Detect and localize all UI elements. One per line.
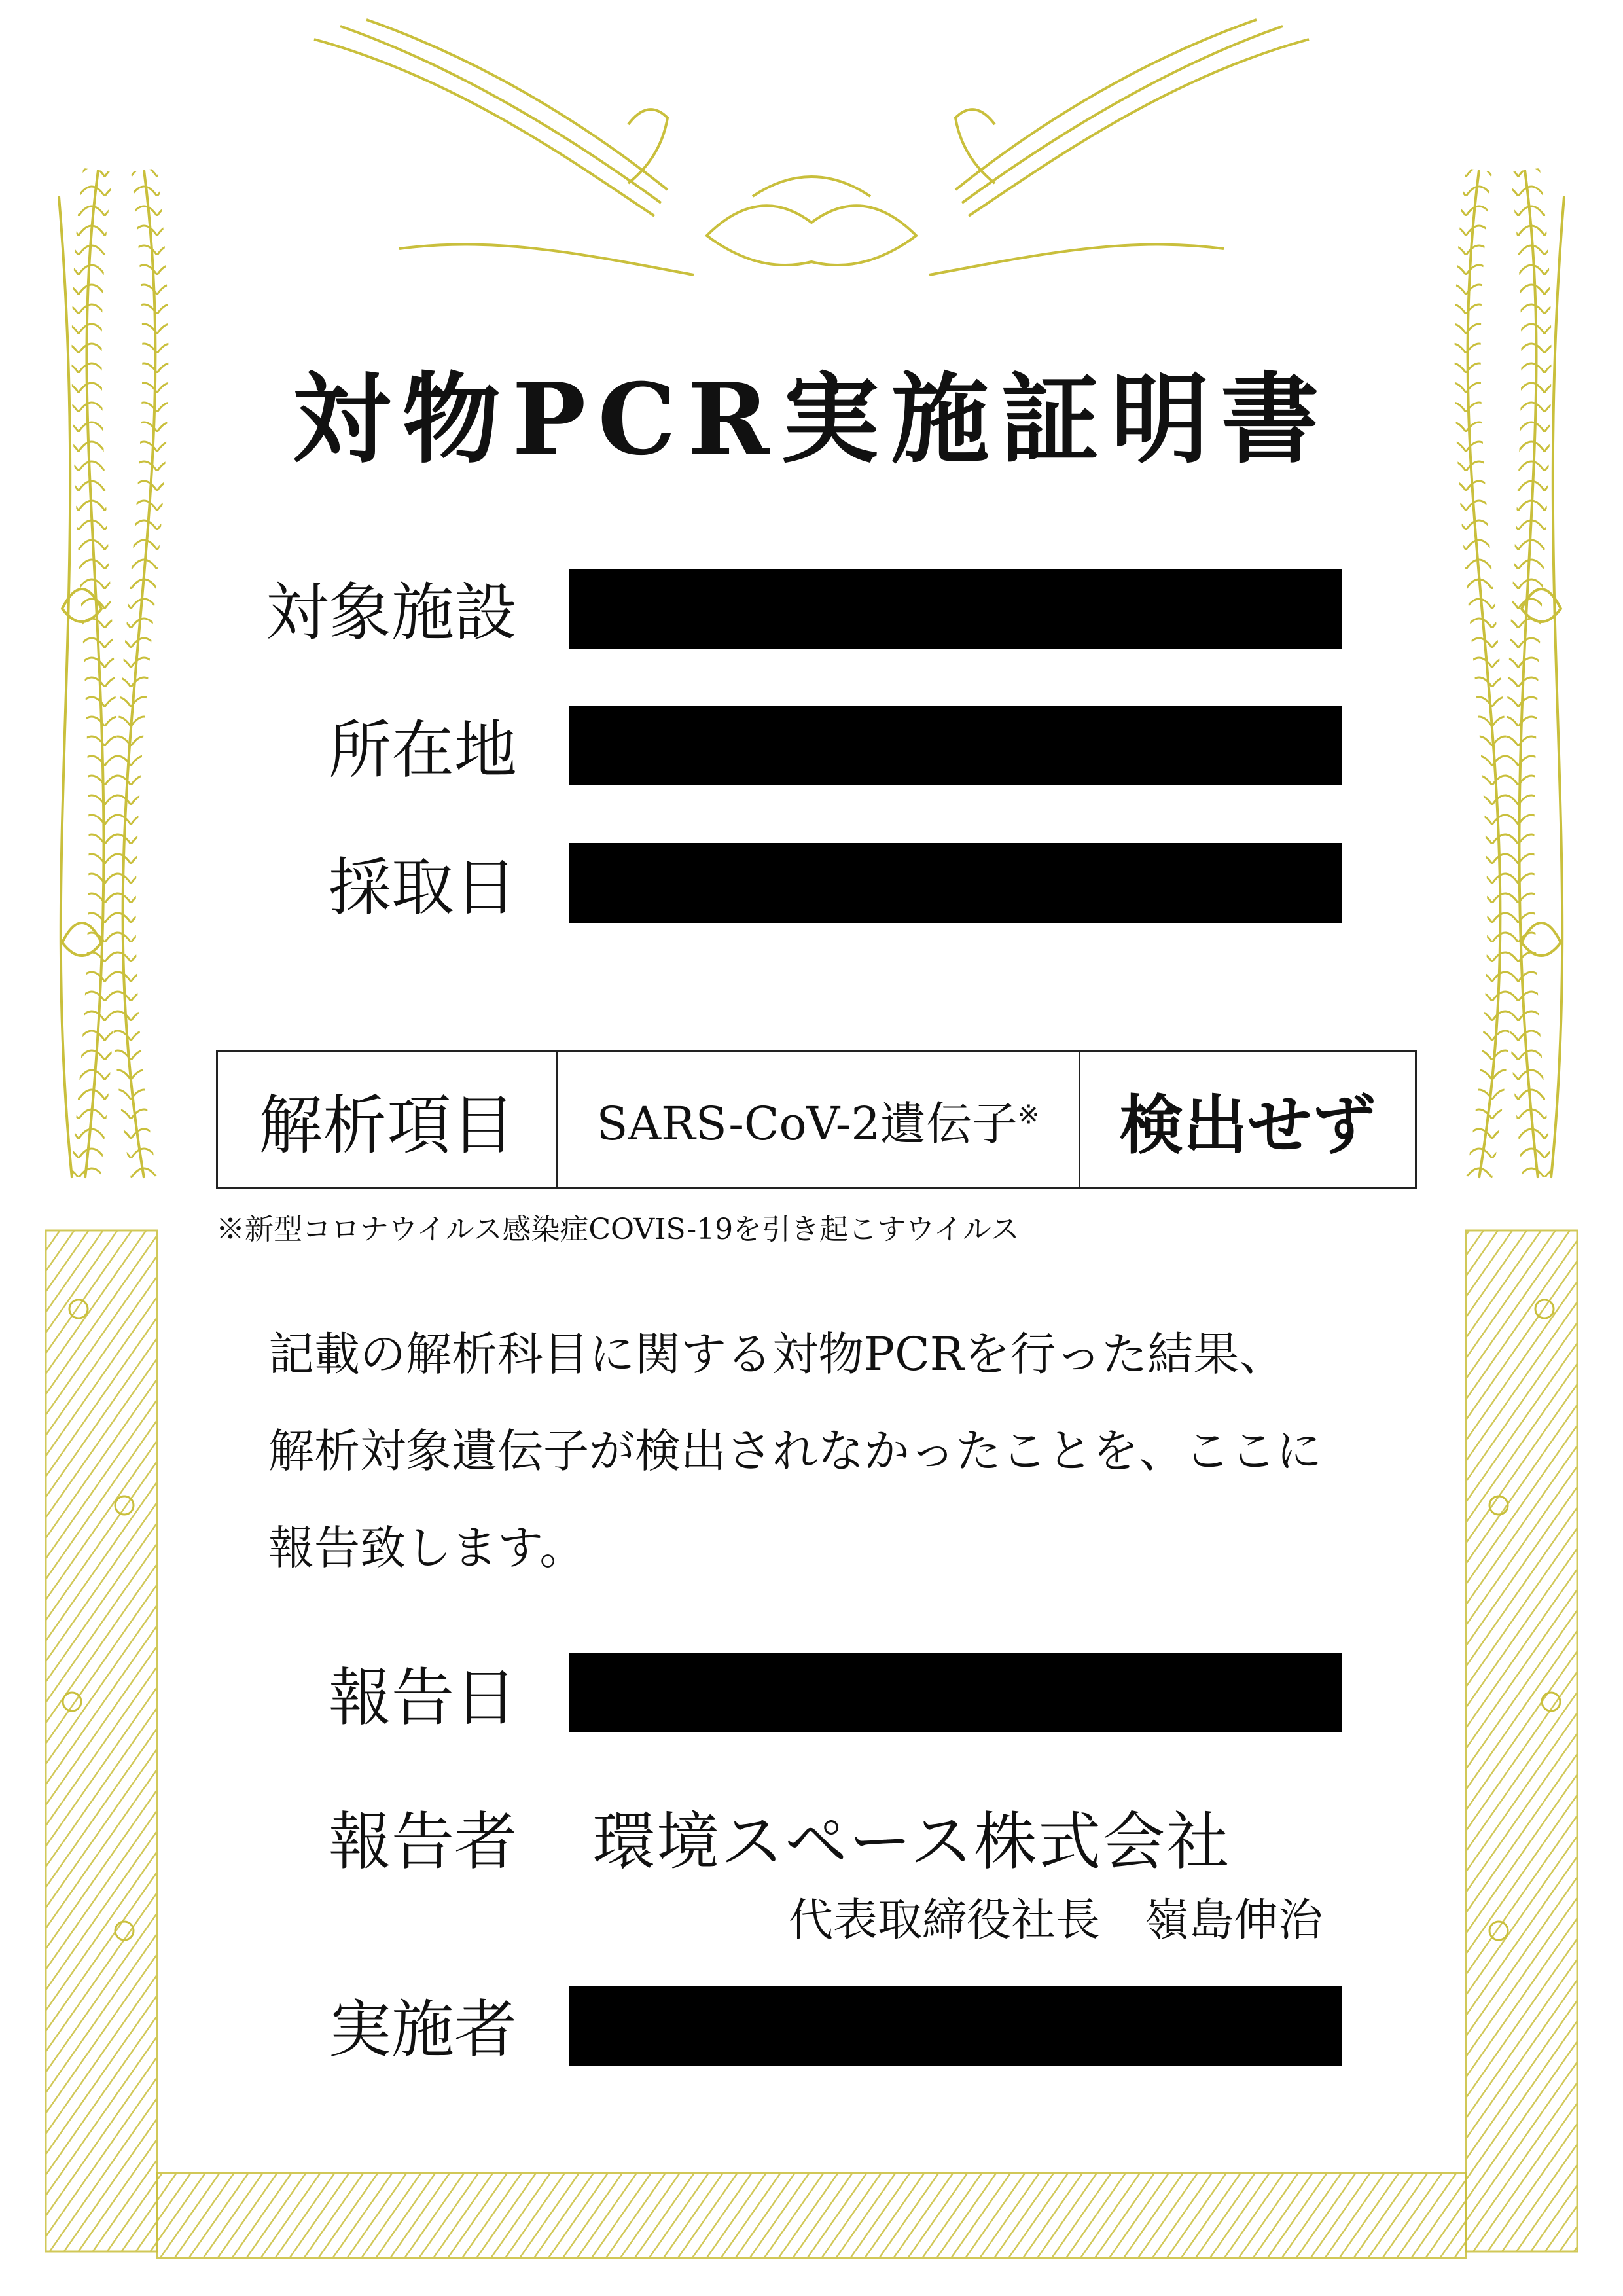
analysis-result-cell: 検出せず (1079, 1052, 1416, 1189)
address-label: 所在地 (329, 713, 517, 787)
sampling-date-redaction (569, 843, 1342, 923)
statement-line: 記載の解析科目に関する対物PCRを行った結果、 (268, 1327, 1285, 1381)
address-redaction (569, 706, 1342, 785)
statement-line: 報告致します。 (268, 1521, 586, 1575)
facility-label: 対象施設 (266, 576, 517, 649)
document-title: 対物PCR実施証明書 (292, 362, 1331, 477)
report-date-redaction (569, 1653, 1342, 1732)
reporter-representative: 代表取締役社長 嶺島伸治 (789, 1895, 1323, 1946)
statement-line: 解析対象遺伝子が検出されなかったことを、ここに (268, 1424, 1322, 1478)
analysis-header-cell: 解析項目 (217, 1052, 557, 1189)
performer-redaction (569, 1986, 1342, 2066)
analysis-table (216, 1050, 1417, 1189)
statement (268, 1306, 1446, 1596)
facility-redaction (569, 569, 1342, 649)
analysis-target-mark: ※ (1017, 1100, 1040, 1130)
footnote: ※新型コロナウイルス感染症COVIS-19を引き起こすウイルス (216, 1213, 1020, 1246)
sampling-date-label: 採取日 (329, 851, 517, 924)
reporter-company: 環境スペース株式会社 (592, 1805, 1231, 1878)
analysis-target-cell (557, 1052, 1079, 1189)
analysis-target: SARS-CoV-2遺伝子 (596, 1096, 1018, 1151)
report-date-label: 報告日 (329, 1661, 517, 1734)
performer-label: 実施者 (329, 1993, 517, 2066)
analysis-row (217, 1052, 1416, 1189)
reporter-label: 報告者 (329, 1805, 517, 1878)
